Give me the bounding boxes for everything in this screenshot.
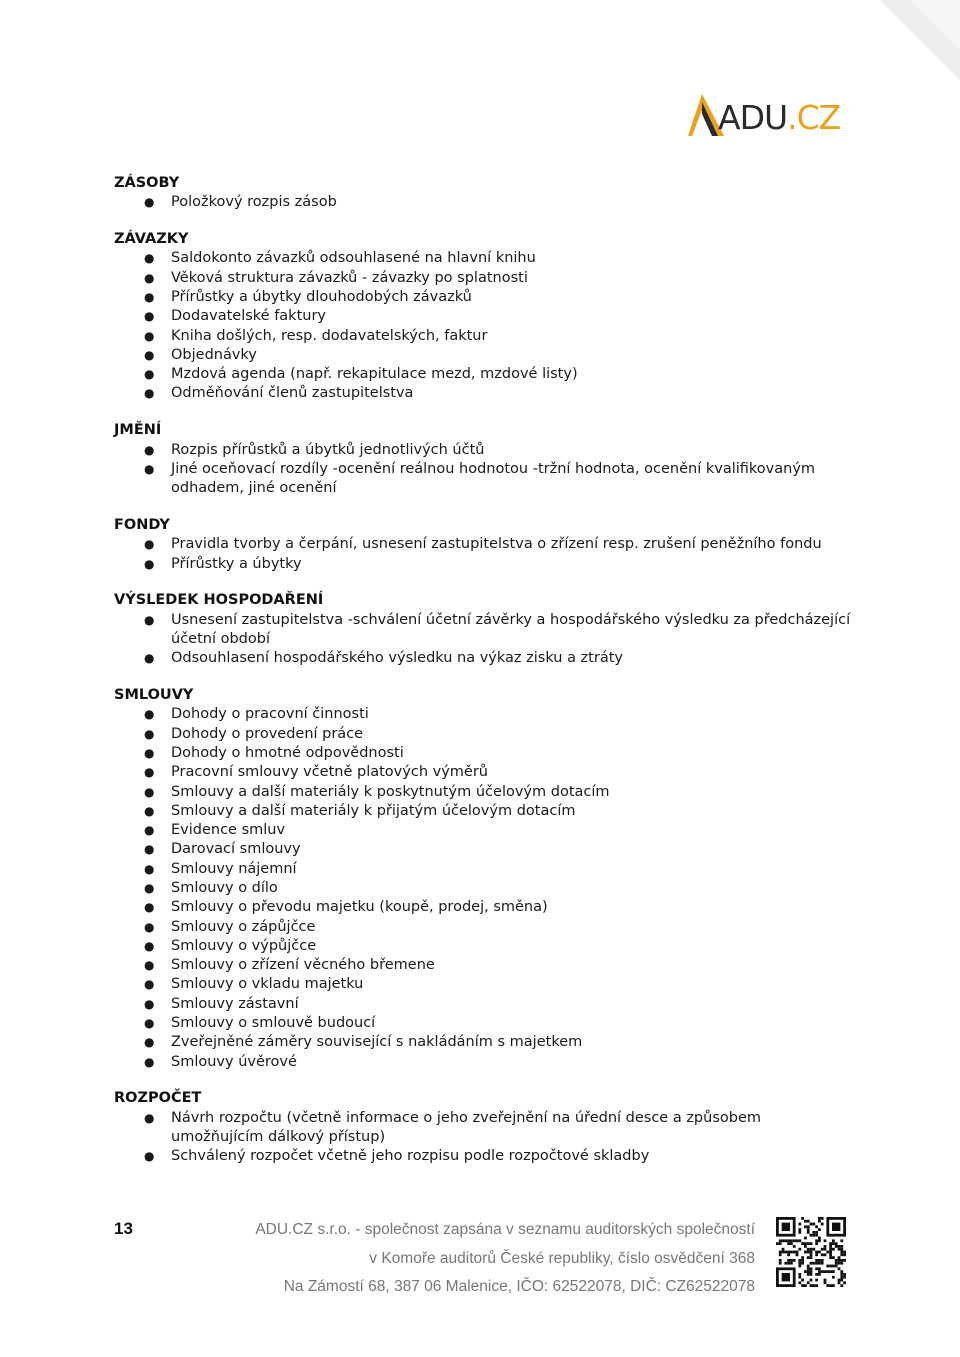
list-item — [114, 611, 854, 650]
list-item-text: Přírůstky a úbytky — [171, 555, 302, 572]
section — [114, 516, 854, 574]
bullet-list — [114, 611, 854, 669]
list-item — [114, 1109, 854, 1148]
list-item-text: Evidence smluv — [171, 822, 286, 839]
list-item-text: Smlouvy o zřízení věcného břemene — [171, 957, 435, 974]
bullet-icon: ● — [144, 367, 155, 382]
bullet-icon: ● — [144, 938, 155, 953]
list-item-text: Návrh rozpočtu (včetně informace o jeho zveřejnění na úřední desce a způsobem umožňujícím dálkový přístup) — [171, 1109, 761, 1146]
bullet-list — [114, 705, 854, 1072]
list-item-text: Smlouvy o dílo — [171, 880, 278, 896]
list-item — [114, 840, 854, 859]
list-item-text: Dohody o hmotné odpovědnosti — [171, 744, 404, 761]
list-item — [114, 249, 854, 268]
list-item — [114, 307, 854, 326]
logo-wordmark: ADU.CZ — [718, 98, 841, 137]
section-title: ROZPOČET — [114, 1090, 202, 1107]
list-item — [114, 441, 854, 460]
list-item-text: Smlouvy a další materiály k přijatým účelovým dotacím — [171, 802, 576, 819]
list-item — [114, 193, 854, 212]
bullet-icon: ● — [144, 784, 155, 799]
bullet-icon: ● — [144, 996, 155, 1011]
list-item-text: Darovací smlouvy — [171, 841, 301, 858]
list-item — [114, 918, 854, 937]
list-item — [114, 879, 854, 898]
footer-line-1: ADU.CZ s.r.o. - společnost zapsána v seznamu auditorských společností — [255, 1221, 755, 1238]
list-item-text: Dohody o provedení práce — [171, 725, 364, 742]
list-item-text: Položkový rozpis zásob — [171, 194, 337, 211]
list-item-text: Rozpis přírůstků a úbytků jednotlivých účtů — [171, 441, 485, 458]
company-logo — [688, 92, 848, 142]
section-title: SMLOUVY — [114, 687, 194, 704]
list-item — [114, 975, 854, 994]
list-item-text: Mzdová agenda (např. rekapitulace mezd, mzdové listy) — [171, 366, 578, 383]
list-item — [114, 802, 854, 821]
page-number: 13 — [114, 1219, 133, 1238]
list-item-text: Odměňování členů zastupitelstva — [171, 385, 414, 402]
section — [114, 686, 854, 1072]
list-item-text: Smlouvy nájemní — [171, 860, 297, 877]
bullet-list — [114, 441, 854, 499]
list-item-text: Usnesení zastupitelstva -schválení účetní závěrky a hospodářského výsledku za předcházející účetní období — [171, 611, 851, 647]
list-item-text: Smlouvy o výpůjčce — [171, 937, 317, 954]
bullet-icon: ● — [144, 386, 155, 401]
bullet-icon: ● — [144, 861, 155, 876]
list-item-text: Smlouvy o vkladu majetku — [171, 976, 364, 993]
list-item — [114, 269, 854, 288]
list-item — [114, 783, 854, 802]
list-item — [114, 725, 854, 744]
section-title: VÝSLEDEK HOSPODAŘENÍ — [114, 592, 324, 609]
bullet-icon: ● — [144, 919, 155, 934]
list-item — [114, 860, 854, 879]
list-item-text: Smlouvy a další materiály k poskytnutým účelovým dotacím — [171, 783, 610, 800]
list-item-text: Dohody o pracovní činnosti — [171, 706, 369, 723]
list-item — [114, 1147, 854, 1166]
list-item-text: Jiné oceňovací rozdíly -ocenění reálnou hodnotou -tržní hodnota, ocenění kvalifikovaným odhadem, jiné ocenění — [171, 460, 816, 497]
list-item-text: Přírůstky a úbytky dlouhodobých závazků — [171, 288, 472, 305]
bullet-icon: ● — [144, 823, 155, 838]
list-item — [114, 937, 854, 956]
list-item-text: Smlouvy zástavní — [171, 995, 299, 1012]
section-title: ZÁSOBY — [114, 175, 180, 191]
list-item — [114, 365, 854, 384]
bullet-icon: ● — [144, 765, 155, 780]
bullet-icon: ● — [144, 251, 155, 266]
list-item — [114, 288, 854, 307]
list-item — [114, 346, 854, 365]
list-item — [114, 460, 854, 499]
bullet-icon: ● — [144, 707, 155, 722]
bullet-icon: ● — [144, 347, 155, 362]
list-item — [114, 649, 854, 668]
list-item — [114, 555, 854, 574]
document-body — [114, 174, 854, 1184]
section — [114, 230, 854, 404]
list-item — [114, 995, 854, 1014]
list-item-text: Schválený rozpočet včetně jeho rozpisu podle rozpočtové skladby — [171, 1148, 650, 1165]
bullet-icon: ● — [144, 309, 155, 324]
bullet-icon: ● — [144, 881, 155, 895]
list-item-text: Smlouvy úvěrové — [171, 1053, 297, 1070]
footer-line-2: v Komoře auditorů České republiky, číslo osvědčení 368 — [369, 1249, 755, 1267]
list-item-text: Smlouvy o zápůjčce — [171, 918, 316, 935]
list-item-text: Věková struktura závazků - závazky po splatnosti — [171, 269, 528, 286]
list-item — [114, 384, 854, 403]
bullet-icon: ● — [144, 556, 155, 571]
section — [114, 174, 854, 213]
bullet-icon: ● — [144, 270, 155, 285]
list-item-text: Kniha došlých, resp. dodavatelských, faktur — [171, 327, 488, 344]
list-item — [114, 535, 854, 554]
bullet-icon: ● — [144, 537, 155, 552]
section-title: JMĚNÍ — [114, 422, 162, 439]
list-item — [114, 763, 854, 782]
section — [114, 1089, 854, 1166]
list-item — [114, 821, 854, 840]
bullet-icon: ● — [144, 1110, 155, 1125]
list-item-text: Smlouvy o smlouvě budoucí — [171, 1015, 376, 1032]
bullet-icon: ● — [144, 195, 155, 210]
section-title: ZÁVAZKY — [114, 231, 189, 248]
bullet-list — [114, 249, 854, 403]
list-item-text: Pracovní smlouvy včetně platových výměrů — [171, 764, 488, 781]
bullet-icon: ● — [144, 1016, 155, 1031]
qr-code-icon — [776, 1217, 846, 1287]
bullet-icon: ● — [144, 842, 155, 857]
bullet-icon: ● — [144, 977, 155, 992]
section — [114, 591, 854, 668]
bullet-icon: ● — [144, 958, 155, 973]
bullet-icon: ● — [144, 328, 155, 343]
bullet-icon: ● — [144, 1149, 155, 1164]
bullet-list — [114, 193, 854, 212]
footer-company-info — [255, 1216, 755, 1302]
list-item-text: Objednávky — [171, 346, 257, 363]
list-item — [114, 705, 854, 724]
bullet-icon: ● — [144, 803, 155, 818]
list-item — [114, 1033, 854, 1052]
list-item — [114, 898, 854, 917]
list-item — [114, 744, 854, 763]
bullet-list — [114, 1109, 854, 1167]
bullet-icon: ● — [144, 461, 155, 476]
bullet-icon: ● — [144, 900, 155, 915]
list-item-text: Odsouhlasení hospodářského výsledku na výkaz zisku a ztráty — [171, 650, 623, 667]
section-title: FONDY — [114, 516, 170, 533]
bullet-icon: ● — [144, 289, 155, 304]
bullet-icon: ● — [144, 745, 155, 760]
list-item — [114, 1053, 854, 1072]
list-item — [114, 956, 854, 975]
list-item-text: Saldokonto závazků odsouhlasené na hlavní knihu — [171, 250, 536, 267]
bullet-icon: ● — [144, 651, 155, 666]
bullet-icon: ● — [144, 442, 155, 457]
list-item — [114, 327, 854, 346]
list-item-text: Smlouvy o převodu majetku (koupě, prodej, směna) — [171, 899, 548, 916]
list-item — [114, 1014, 854, 1033]
bullet-icon: ● — [144, 726, 155, 741]
section — [114, 421, 854, 498]
list-item-text: Dodavatelské faktury — [171, 308, 326, 325]
bullet-list — [114, 535, 854, 574]
list-item-text: Zveřejněné záměry související s nakládáním s majetkem — [171, 1034, 583, 1051]
bullet-icon: ● — [144, 1054, 155, 1069]
bullet-icon: ● — [144, 612, 155, 627]
bullet-icon: ● — [144, 1035, 155, 1050]
list-item-text: Pravidla tvorby a čerpání, usnesení zastupitelstva o zřízení resp. zrušení peněžního fondu — [171, 536, 822, 553]
footer-line-3: Na Zámostí 68, 387 06 Malenice, IČO: 62522078, DIČ: CZ62522078 — [283, 1278, 755, 1295]
